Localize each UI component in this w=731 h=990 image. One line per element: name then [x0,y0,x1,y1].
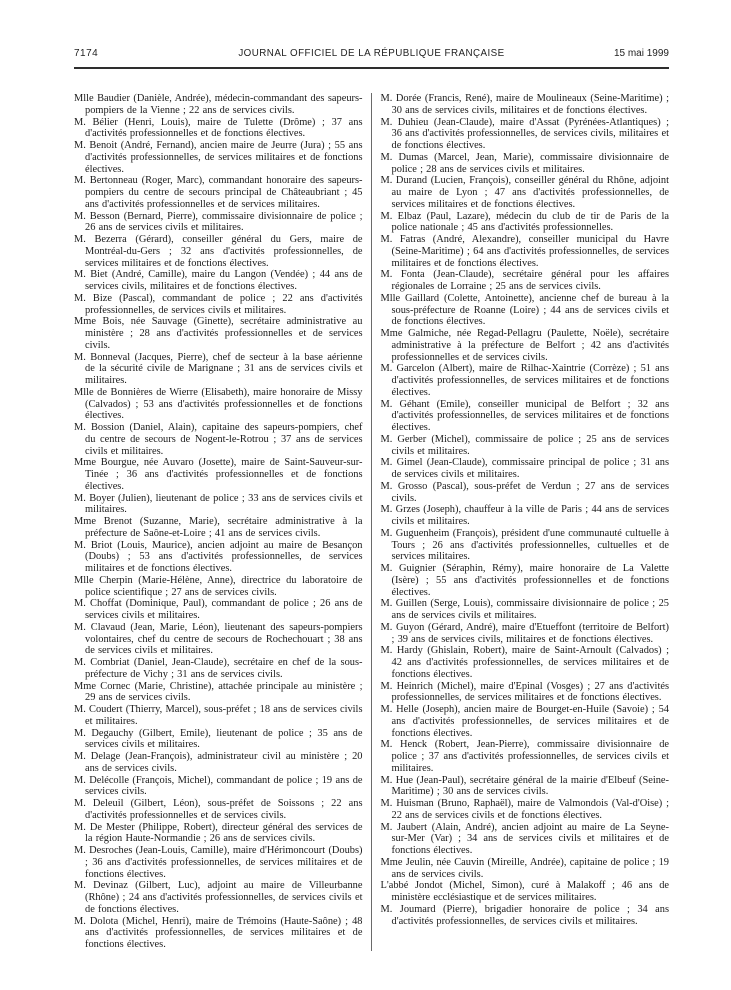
entry: L'abbé Jondot (Michel, Simon), curé à Malakoff ; 46 ans de ministère ecclésiastique et de services militaires. [380,880,669,903]
entry: M. Choffat (Dominique, Paul), commandant de police ; 26 ans de services civils et militaires. [74,598,363,621]
entry: M. Durand (Lucien, François), conseiller général du Rhône, adjoint au maire de Lyon ; 47 ans d'activités professionnelles, de services militaires et de fonctions électives. [380,175,669,210]
entry: M. Hardy (Ghislain, Robert), maire de Saint-Arnoult (Calvados) ; 42 ans d'activités professionnelles, de services militaires et de fonctions électives. [380,645,669,680]
entry: M. Delécolle (François, Michel), commandant de police ; 19 ans de services civils. [74,774,363,798]
entry: M. Guignier (Séraphin, Rémy), maire honoraire de La Valette (Isère) ; 55 ans d'activités professionnelles et de fonctions électives. [380,563,669,598]
entry: M. Deleuil (Gilbert, Léon), sous-préfet de Soissons ; 22 ans d'activités professionnelles et de services civils. [74,798,363,821]
entry: M. Briot (Louis, Maurice), ancien adjoint au maire de Besançon (Doubs) ; 53 ans d'activités professionnelles, de services militaires et de fonctions électives. [74,539,363,574]
entry: M. Bonneval (Jacques, Pierre), chef de secteur à la base aérienne de la sécurité civile de Marignane ; 31 ans de services civils et militaires. [74,351,363,386]
entry: M. Garcelon (Albert), maire de Rilhac-Xaintrie (Corrèze) ; 51 ans d'activités professionnelles, de services militaires et de fonctions électives. [380,363,669,398]
page-header [74,48,669,59]
entry: M. Besson (Bernard, Pierre), commissaire divisionnaire de police ; 26 ans de services civils et militaires. [74,210,363,234]
entry: M. Bossion (Daniel, Alain), capitaine des sapeurs-pompiers, chef du centre de secours de Nogent-le-Rotrou ; 37 ans de services civils et militaires. [74,422,363,457]
entry: M. Desroches (Jean-Louis, Camille), maire d'Hérimoncourt (Doubs) ; 36 ans d'activités professionnelles, de services militaires et de fonctions électives. [74,845,363,880]
entry: M. Jaubert (Alain, André), ancien adjoint au maire de La Seyne-sur-Mer (Var) ; 34 ans de services civils et militaires et de fonctions électives. [380,821,669,856]
entry: M. Degauchy (Gilbert, Emile), lieutenant de police ; 35 ans de services civils et militaires. [74,727,363,751]
entry: M. Henck (Robert, Jean-Pierre), commissaire divisionnaire de police ; 37 ans d'activités professionnelles, de services civils et militaires. [380,739,669,774]
entry: M. Combriat (Daniel, Jean-Claude), secrétaire en chef de la sous-préfecture de Vichy ; 31 ans de services civils. [74,657,363,680]
entry: M. Devinaz (Gilbert, Luc), adjoint au maire de Villeurbanne (Rhône) ; 24 ans d'activités professionnelles, de services civils et de fonctions électives. [74,880,363,915]
entry: M. Clavaud (Jean, Marie, Léon), lieutenant des sapeurs-pompiers volontaires, chef du centre de secours de Rochechouart ; 38 ans de services civils et militaires. [74,621,363,657]
entry: Mme Cornec (Marie, Christine), attachée principale au ministère ; 29 ans de services civils. [74,680,363,704]
entry: Mme Bois, née Sauvage (Ginette), secrétaire administrative au ministère ; 28 ans d'activités professionnelles et de services civils. [74,316,363,351]
entry: M. Dorée (Francis, René), maire de Moulineaux (Seine-Maritime) ; 30 ans de services civils, militaires et de fonctions électives. [380,93,669,116]
entry: M. Gerber (Michel), commissaire de police ; 25 ans de services civils et militaires. [380,433,669,457]
entry: Mme Galmiche, née Regad-Pellagru (Paulette, Noële), secrétaire administrative à la préfecture de Belfort ; 42 ans d'activités professionnelles et de services civils. [380,328,669,363]
entry: M. Elbaz (Paul, Lazare), médecin du club de tir de Paris de la police nationale ; 45 ans d'activités professionnelles. [380,210,669,234]
entry: M. Bertonneau (Roger, Marc), commandant honoraire des sapeurs-pompiers du centre de secours principal de Châteaubriant ; 45 ans d'activités professionnelles et de services militaires. [74,175,363,210]
entry: M. Guillen (Serge, Louis), commissaire divisionnaire de police ; 25 ans de services civils et militaires. [380,598,669,621]
entry: M. Hue (Jean-Paul), secrétaire général de la mairie d'Elbeuf (Seine-Maritime) ; 30 ans de services civils. [380,774,669,798]
column-right [371,93,670,951]
entry: Mlle Baudier (Danièle, Andrée), médecin-commandant des sapeurs-pompiers de la Vienne ; 22 ans de services civils. [74,93,363,116]
entry: Mme Brenot (Suzanne, Marie), secrétaire administrative à la préfecture de Saône-et-Loire ; 41 ans de services civils. [74,516,363,539]
entry: M. Bezerra (Gérard), conseiller général du Gers, maire de Montréal-du-Gers ; 32 ans d'activités professionnelles, de services militaires et de fonctions électives. [74,234,363,269]
entry: M. Gimel (Jean-Claude), commissaire principal de police ; 31 ans de services civils et militaires. [380,457,669,480]
entry: M. Boyer (Julien), lieutenant de police ; 33 ans de services civils et militaires. [74,492,363,516]
page-number: 7174 [74,48,99,59]
entry: Mlle Cherpin (Marie-Hélène, Anne), directrice du laboratoire de police scientifique ; 27 ans de services civils. [74,574,363,598]
entry: Mme Jeulin, née Cauvin (Mireille, Andrée), capitaine de police ; 19 ans de services civils. [380,856,669,880]
entry: M. Fonta (Jean-Claude), secrétaire général pour les affaires régionales de Lorraine ; 25 ans de services civils. [380,269,669,292]
entry: M. Huisman (Bruno, Raphaël), maire de Valmondois (Val-d'Oise) ; 22 ans de services civils et de fonctions électives. [380,798,669,821]
entry: M. Grzes (Joseph), chauffeur à la ville de Paris ; 44 ans de services civils et militaires. [380,504,669,527]
entry: M. Dolota (Michel, Henri), maire de Trémoins (Haute-Saône) ; 48 ans d'activités professionnelles, de services militaires et de fonctions électives. [74,915,363,950]
issue-date: 15 mai 1999 [613,48,669,59]
header-rule [74,67,669,69]
entry: M. Delage (Jean-François), administrateur civil au ministère ; 20 ans de services civils. [74,751,363,774]
entry: M. Dumas (Marcel, Jean, Marie), commissaire divisionnaire de police ; 28 ans de services civils et militaires. [380,151,669,175]
entry: M. Heinrich (Michel), maire d'Epinal (Vosges) ; 27 ans d'activités professionnelles, de services militaires et de fonctions électives. [380,680,669,704]
entry: M. Géhant (Emile), conseiller municipal de Belfort ; 32 ans d'activités professionnelles, de services militaires et de fonctions électives. [380,398,669,433]
text-columns [74,93,669,951]
entry: M. Fatras (André, Alexandre), conseiller municipal du Havre (Seine-Maritime) ; 64 ans d'activités professionnelles, de services militaires et de fonctions électives. [380,234,669,269]
entry: Mlle de Bonnières de Wierre (Elisabeth), maire honoraire de Missy (Calvados) ; 53 ans d'activités professionnelles et de fonctions électives. [74,386,363,422]
entry: Mme Bourgue, née Auvaro (Josette), maire de Saint-Sauveur-sur-Tinée ; 36 ans d'activités professionnelles et de fonctions électives. [74,457,363,492]
entry: M. De Mester (Philippe, Robert), directeur général des services de la région Haute-Normandie ; 26 ans de services civils. [74,821,363,845]
entry: M. Bélier (Henri, Louis), maire de Tulette (Drôme) ; 37 ans d'activités professionnelles et de fonctions électives. [74,116,363,140]
entry: M. Guyon (Gérard, André), maire d'Etueffont (territoire de Belfort) ; 39 ans de services civils, militaires et de fonctions électives. [380,621,669,645]
entry: M. Grosso (Pascal), sous-préfet de Verdun ; 27 ans de services civils. [380,480,669,504]
entry: M. Guguenheim (François), président d'une communauté cultuelle à Tours ; 26 ans d'activités professionnelles, cultuelles et de services militaires. [380,527,669,563]
journal-title: JOURNAL OFFICIEL DE LA RÉPUBLIQUE FRANÇAISE [238,48,505,59]
entry: M. Bize (Pascal), commandant de police ; 22 ans d'activités professionnelles, de services civils et militaires. [74,292,363,316]
entry: M. Duhieu (Jean-Claude), maire d'Assat (Pyrénées-Atlantiques) ; 36 ans d'activités professionnelles, de services civils, militaires et de fonctions électives. [380,116,669,151]
entry: M. Coudert (Thierry, Marcel), sous-préfet ; 18 ans de services civils et militaires. [74,704,363,727]
entry: M. Biet (André, Camille), maire du Langon (Vendée) ; 44 ans de services civils, militaires et de fonctions électives. [74,269,363,292]
entry: M. Benoit (André, Fernand), ancien maire de Jeurre (Jura) ; 55 ans d'activités professionnelles, de services militaires et de fonctions électives. [74,140,363,175]
entry: Mlle Gaillard (Colette, Antoinette), ancienne chef de bureau à la sous-préfecture de Roanne (Loire) ; 44 ans de services civils et de fonctions électives. [380,292,669,328]
entry: M. Joumard (Pierre), brigadier honoraire de police ; 34 ans d'activités professionnelles, de services civils et militaires. [380,903,669,927]
entry: M. Helle (Joseph), ancien maire de Bourget-en-Huile (Savoie) ; 54 ans d'activités professionnelles, de services militaires et de fonctions électives. [380,704,669,739]
column-left [74,93,363,951]
